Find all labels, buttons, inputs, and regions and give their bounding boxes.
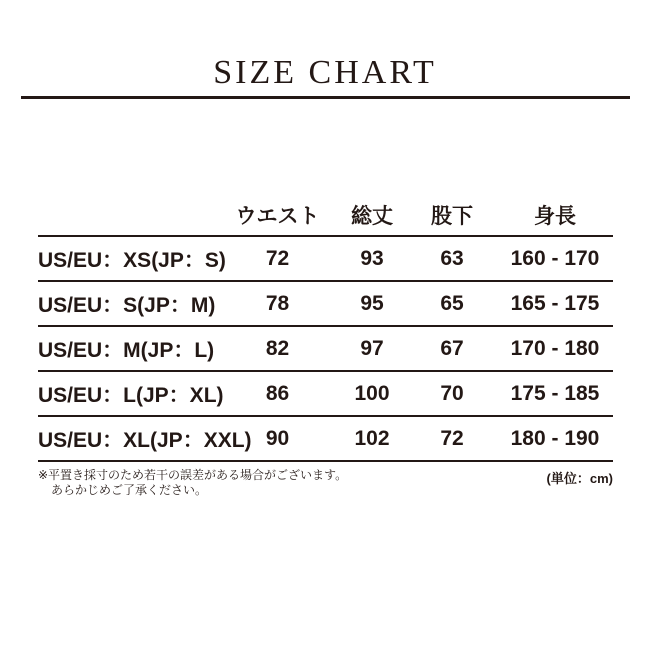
cell-size: US/EU：XS(JP：S) bbox=[38, 236, 218, 281]
size-table bbox=[38, 195, 613, 462]
header-total-length: 総丈 bbox=[337, 195, 407, 236]
table-row bbox=[38, 416, 613, 461]
measurement-disclaimer bbox=[38, 468, 347, 498]
cell-size: US/EU：XL(JP：XXL) bbox=[38, 416, 218, 461]
title-underline bbox=[21, 96, 630, 99]
table-row bbox=[38, 281, 613, 326]
cell-inseam: 70 bbox=[407, 371, 497, 416]
cell-size: US/EU：S(JP：M) bbox=[38, 281, 218, 326]
page-title: SIZE CHART bbox=[213, 54, 437, 91]
cell-length: 102 bbox=[337, 416, 407, 461]
cell-height: 165 - 175 bbox=[497, 281, 613, 326]
cell-waist: 78 bbox=[218, 281, 337, 326]
cell-inseam: 65 bbox=[407, 281, 497, 326]
unit-label: (単位：cm) bbox=[546, 471, 613, 486]
header-height: 身長 bbox=[497, 195, 613, 236]
cell-length: 95 bbox=[337, 281, 407, 326]
cell-length: 100 bbox=[337, 371, 407, 416]
table-footer bbox=[38, 468, 613, 498]
cell-size: US/EU：M(JP：L) bbox=[38, 326, 218, 371]
header-size bbox=[38, 195, 218, 236]
table-row bbox=[38, 371, 613, 416]
cell-inseam: 72 bbox=[407, 416, 497, 461]
cell-height: 180 - 190 bbox=[497, 416, 613, 461]
table-row bbox=[38, 236, 613, 281]
cell-waist: 90 bbox=[218, 416, 337, 461]
header-waist: ウエスト bbox=[218, 195, 337, 236]
cell-size: US/EU：L(JP：XL) bbox=[38, 371, 218, 416]
cell-waist: 86 bbox=[218, 371, 337, 416]
cell-length: 97 bbox=[337, 326, 407, 371]
cell-height: 160 - 170 bbox=[497, 236, 613, 281]
cell-waist: 82 bbox=[218, 326, 337, 371]
cell-height: 170 - 180 bbox=[497, 326, 613, 371]
cell-inseam: 67 bbox=[407, 326, 497, 371]
disclaimer-line-2: あらかじめご了承ください。 bbox=[51, 483, 208, 497]
header-inseam: 股下 bbox=[407, 195, 497, 236]
table-row bbox=[38, 326, 613, 371]
cell-inseam: 63 bbox=[407, 236, 497, 281]
table-header-row bbox=[38, 195, 613, 236]
cell-length: 93 bbox=[337, 236, 407, 281]
disclaimer-line-1: ※平置き採寸のため若干の誤差がある場合がございます。 bbox=[38, 468, 348, 482]
cell-height: 175 - 185 bbox=[497, 371, 613, 416]
cell-waist: 72 bbox=[218, 236, 337, 281]
